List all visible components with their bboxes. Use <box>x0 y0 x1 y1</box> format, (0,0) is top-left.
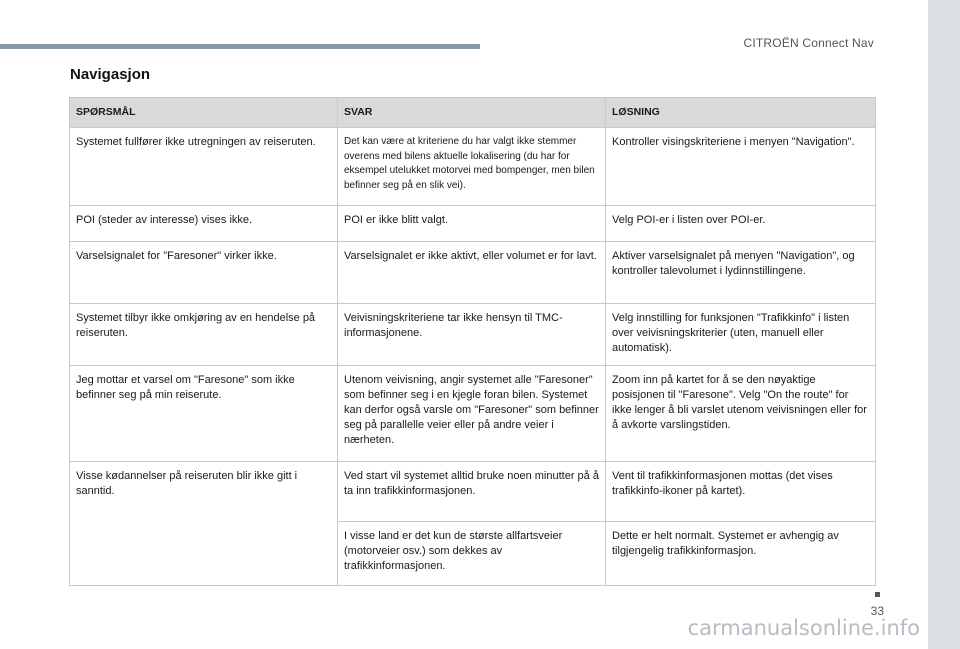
answer-cell: POI er ikke blitt valgt. <box>338 206 606 242</box>
question-cell: POI (steder av interesse) vises ikke. <box>70 206 338 242</box>
answer-cell: Veivisningskriteriene tar ikke hensyn til TMC-informasjonene. <box>338 304 606 366</box>
answer-cell: Det kan være at kriteriene du har valgt ikke stemmer overens med bilens aktuelle lokalisering (du har for eksempel utelukket motorvei med bompenger, men bilen befinner seg på en slik vei). <box>338 128 606 206</box>
solution-cell: Kontroller visingskriteriene i menyen "Navigation". <box>606 128 876 206</box>
answer-cell: Ved start vil systemet alltid bruke noen minutter på å ta inn trafikkinformasjonen. <box>338 462 606 522</box>
column-header-answer: SVAR <box>338 98 606 128</box>
solution-cell: Velg innstilling for funksjonen "Trafikkinfo" i listen over veivisningskriterier (uten, manuell eller automatisk). <box>606 304 876 366</box>
solution-cell: Aktiver varselsignalet på menyen "Navigation", og kontroller talevolumet i lydinnstillingene. <box>606 242 876 304</box>
header-accent-bar <box>0 44 480 49</box>
page-title: Navigasjon <box>70 66 151 83</box>
solution-cell: Zoom inn på kartet for å se den nøyaktige posisjonen til "Faresone". Velg "On the route" for ikke lenger å bli varslet utenom veivisningen eller for å avkorte varslingstiden. <box>606 366 876 462</box>
right-margin-strip <box>928 0 960 649</box>
question-cell: Systemet tilbyr ikke omkjøring av en hendelse på reiseruten. <box>70 304 338 366</box>
column-header-solution: LØSNING <box>606 98 876 128</box>
answer-cell: Utenom veivisning, angir systemet alle "Faresoner" som befinner seg i en kjegle foran bilen. Systemet kan derfor også varsle om "Faresoner" som befinner seg på parallelle veier eller på andre veier i nærheten. <box>338 366 606 462</box>
column-header-question: SPØRSMÅL <box>70 98 338 128</box>
solution-cell: Vent til trafikkinformasjonen mottas (det vises trafikkinfo-ikoner på kartet). <box>606 462 876 522</box>
table-row <box>70 366 876 462</box>
table-row <box>70 128 876 206</box>
header-brand: CITROËN Connect Nav <box>743 36 874 50</box>
table-row <box>70 304 876 366</box>
page-number: 33 <box>870 604 884 618</box>
table-row <box>70 462 876 522</box>
solution-cell: Dette er helt normalt. Systemet er avhengig av tilgjengelig trafikkinformasjon. <box>606 522 876 586</box>
page-marker-dot <box>875 592 880 597</box>
answer-cell: Varselsignalet er ikke aktivt, eller volumet er for lavt. <box>338 242 606 304</box>
question-cell: Systemet fullfører ikke utregningen av reiseruten. <box>70 128 338 206</box>
table-row <box>70 242 876 304</box>
question-cell: Varselsignalet for "Faresoner" virker ikke. <box>70 242 338 304</box>
table-row <box>70 206 876 242</box>
table-header-row <box>70 98 876 128</box>
watermark: carmanualsonline.info <box>687 616 920 640</box>
solution-cell: Velg POI-er i listen over POI-er. <box>606 206 876 242</box>
question-cell: Visse kødannelser på reiseruten blir ikke gitt i sanntid. <box>70 462 338 586</box>
question-cell: Jeg mottar et varsel om "Faresone" som ikke befinner seg på min reiserute. <box>70 366 338 462</box>
troubleshooting-table <box>69 97 876 586</box>
answer-cell: I visse land er det kun de største allfartsveier (motorveier osv.) som dekkes av trafikkinformasjonen. <box>338 522 606 586</box>
